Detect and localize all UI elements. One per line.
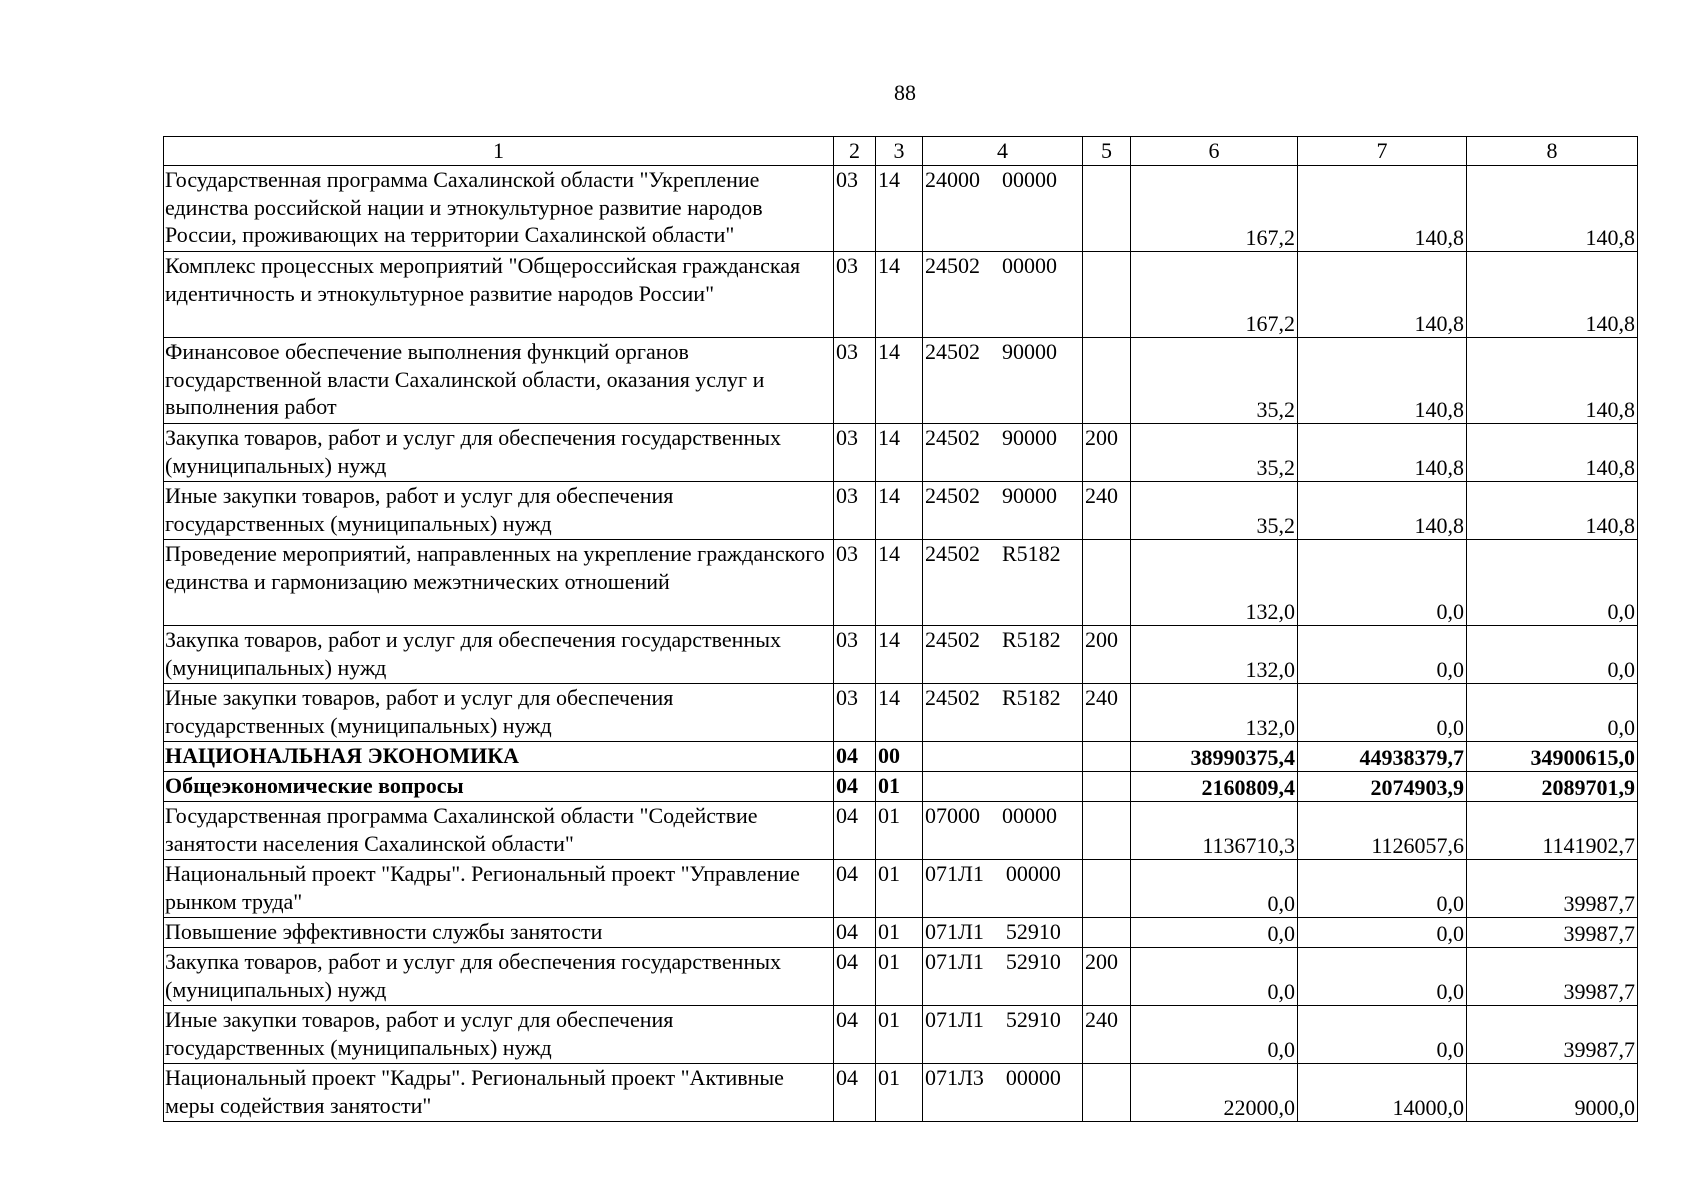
amount-2025-cell: 22000,0 [1131, 1064, 1298, 1122]
subsection-code-cell: 14 [876, 540, 923, 626]
amount-2026-cell: 0,0 [1298, 626, 1467, 684]
expense-type-cell [1083, 742, 1131, 772]
target-article-program: 24502 [925, 339, 980, 364]
column-header: 4 [923, 137, 1083, 166]
row-name-cell: Финансовое обеспечение выполнения функций органов государственной власти Сахалинской области, оказания услуг и выполнения работ [164, 338, 834, 424]
table-row [164, 918, 1638, 948]
amount-2027-cell: 39987,7 [1467, 860, 1638, 918]
expense-type-cell [1083, 540, 1131, 626]
row-name-cell: Повышение эффективности службы занятости [164, 918, 834, 948]
section-code-cell: 03 [834, 166, 876, 252]
table-row [164, 802, 1638, 860]
amount-2025-cell: 167,2 [1131, 166, 1298, 252]
amount-2027-cell: 34900615,0 [1467, 742, 1638, 772]
section-code-cell: 03 [834, 540, 876, 626]
expense-type-cell [1083, 338, 1131, 424]
column-header: 7 [1298, 137, 1467, 166]
amount-2025-cell: 132,0 [1131, 540, 1298, 626]
target-article-direction: R5182 [1002, 627, 1061, 652]
amount-2027-cell: 39987,7 [1467, 1006, 1638, 1064]
section-code-cell: 04 [834, 742, 876, 772]
page-number: 88 [894, 80, 916, 105]
subsection-code-cell: 14 [876, 684, 923, 742]
target-article-cell [923, 918, 1083, 948]
target-article-cell [923, 338, 1083, 424]
column-header: 8 [1467, 137, 1638, 166]
section-code-cell: 04 [834, 802, 876, 860]
amount-2027-cell: 0,0 [1467, 626, 1638, 684]
target-article-cell [923, 626, 1083, 684]
row-name-cell: Закупка товаров, работ и услуг для обеспечения государственных (муниципальных) нужд [164, 424, 834, 482]
amount-2027-cell: 39987,7 [1467, 918, 1638, 948]
amount-2026-cell: 14000,0 [1298, 1064, 1467, 1122]
section-code-cell: 04 [834, 948, 876, 1006]
expense-type-cell [1083, 252, 1131, 338]
row-name-cell: Иные закупки товаров, работ и услуг для обеспечения государственных (муниципальных) нужд [164, 482, 834, 540]
subsection-code-cell: 01 [876, 948, 923, 1006]
target-article-program: 07000 [925, 803, 980, 828]
section-code-cell: 03 [834, 684, 876, 742]
amount-2025-cell: 35,2 [1131, 482, 1298, 540]
amount-2026-cell: 0,0 [1298, 540, 1467, 626]
amount-2025-cell: 167,2 [1131, 252, 1298, 338]
section-code-cell: 03 [834, 626, 876, 684]
row-name-cell: Иные закупки товаров, работ и услуг для обеспечения государственных (муниципальных) нужд [164, 1006, 834, 1064]
subsection-code-cell: 14 [876, 166, 923, 252]
table-header-row [164, 137, 1638, 166]
target-article-cell [923, 540, 1083, 626]
amount-2025-cell: 132,0 [1131, 684, 1298, 742]
target-article-direction: 90000 [1002, 483, 1057, 508]
amount-2025-cell: 35,2 [1131, 424, 1298, 482]
target-article-direction: R5182 [1002, 685, 1061, 710]
row-name-cell: НАЦИОНАЛЬНАЯ ЭКОНОМИКА [164, 742, 834, 772]
target-article-program: 071Л1 [925, 1007, 984, 1032]
amount-2026-cell: 140,8 [1298, 338, 1467, 424]
target-article-cell [923, 802, 1083, 860]
budget-table [163, 136, 1638, 1122]
target-article-direction: 90000 [1002, 339, 1057, 364]
table-row [164, 860, 1638, 918]
amount-2027-cell: 0,0 [1467, 684, 1638, 742]
row-name-cell: Государственная программа Сахалинской области "Укрепление единства российской нации и этнокультурное развитие народов России, проживающих на территории Сахалинской области" [164, 166, 834, 252]
column-header: 5 [1083, 137, 1131, 166]
amount-2026-cell: 140,8 [1298, 252, 1467, 338]
table-row [164, 252, 1638, 338]
subsection-code-cell: 14 [876, 482, 923, 540]
target-article-direction: 00000 [1002, 803, 1057, 828]
expense-type-cell: 200 [1083, 424, 1131, 482]
target-article-cell [923, 1064, 1083, 1122]
amount-2026-cell: 2074903,9 [1298, 772, 1467, 802]
row-name-cell: Закупка товаров, работ и услуг для обеспечения государственных (муниципальных) нужд [164, 948, 834, 1006]
section-code-cell: 04 [834, 1006, 876, 1064]
section-code-cell: 04 [834, 860, 876, 918]
amount-2026-cell: 0,0 [1298, 684, 1467, 742]
amount-2025-cell: 1136710,3 [1131, 802, 1298, 860]
target-article-direction: 00000 [1002, 253, 1057, 278]
amount-2026-cell: 0,0 [1298, 948, 1467, 1006]
amount-2027-cell: 140,8 [1467, 338, 1638, 424]
amount-2027-cell: 9000,0 [1467, 1064, 1638, 1122]
column-header: 2 [834, 137, 876, 166]
expense-type-cell [1083, 802, 1131, 860]
subsection-code-cell: 01 [876, 802, 923, 860]
amount-2027-cell: 0,0 [1467, 540, 1638, 626]
target-article-cell [923, 1006, 1083, 1064]
subsection-code-cell: 14 [876, 252, 923, 338]
row-name-cell: Национальный проект "Кадры". Региональный проект "Управление рынком труда" [164, 860, 834, 918]
amount-2025-cell: 0,0 [1131, 860, 1298, 918]
amount-2027-cell: 39987,7 [1467, 948, 1638, 1006]
table-row [164, 540, 1638, 626]
target-article-cell [923, 684, 1083, 742]
expense-type-cell [1083, 166, 1131, 252]
target-article-cell [923, 166, 1083, 252]
target-article-cell [923, 482, 1083, 540]
table-row [164, 338, 1638, 424]
target-article-direction: 00000 [1005, 1065, 1061, 1090]
section-code-cell: 03 [834, 252, 876, 338]
amount-2027-cell: 2089701,9 [1467, 772, 1638, 802]
row-name-cell: Национальный проект "Кадры". Региональный проект "Активные меры содействия занятости" [164, 1064, 834, 1122]
target-article-direction: 90000 [1002, 425, 1057, 450]
subsection-code-cell: 01 [876, 860, 923, 918]
target-article-direction: 52910 [1005, 949, 1061, 974]
expense-type-cell [1083, 1064, 1131, 1122]
subsection-code-cell: 00 [876, 742, 923, 772]
amount-2027-cell: 140,8 [1467, 166, 1638, 252]
table-row [164, 626, 1638, 684]
target-article-cell [923, 948, 1083, 1006]
target-article-cell [923, 252, 1083, 338]
subsection-code-cell: 14 [876, 338, 923, 424]
amount-2026-cell: 0,0 [1298, 1006, 1467, 1064]
subsection-code-cell: 01 [876, 1064, 923, 1122]
column-header: 1 [164, 137, 834, 166]
target-article-direction: 00000 [1005, 861, 1061, 886]
amount-2026-cell: 0,0 [1298, 860, 1467, 918]
table-row [164, 1006, 1638, 1064]
row-name-cell: Общеэкономические вопросы [164, 772, 834, 802]
table-row [164, 1064, 1638, 1122]
subsection-code-cell: 14 [876, 626, 923, 684]
amount-2027-cell: 140,8 [1467, 482, 1638, 540]
table-row [164, 742, 1638, 772]
section-code-cell: 03 [834, 338, 876, 424]
target-article-program: 24502 [925, 627, 980, 652]
target-article-program: 071Л3 [925, 1065, 984, 1090]
amount-2026-cell: 44938379,7 [1298, 742, 1467, 772]
target-article-cell [923, 742, 1083, 772]
section-code-cell: 04 [834, 772, 876, 802]
amount-2026-cell: 140,8 [1298, 482, 1467, 540]
column-header: 6 [1131, 137, 1298, 166]
expense-type-cell: 240 [1083, 684, 1131, 742]
expense-type-cell [1083, 918, 1131, 948]
amount-2026-cell: 1126057,6 [1298, 802, 1467, 860]
target-article-cell [923, 772, 1083, 802]
amount-2027-cell: 140,8 [1467, 252, 1638, 338]
amount-2025-cell: 132,0 [1131, 626, 1298, 684]
table-row [164, 948, 1638, 1006]
table-row [164, 166, 1638, 252]
row-name-cell: Проведение мероприятий, направленных на укрепление гражданского единства и гармонизацию межэтнических отношений [164, 540, 834, 626]
subsection-code-cell: 01 [876, 918, 923, 948]
expense-type-cell [1083, 860, 1131, 918]
subsection-code-cell: 14 [876, 424, 923, 482]
amount-2025-cell: 0,0 [1131, 918, 1298, 948]
amount-2025-cell: 2160809,4 [1131, 772, 1298, 802]
subsection-code-cell: 01 [876, 1006, 923, 1064]
row-name-cell: Закупка товаров, работ и услуг для обеспечения государственных (муниципальных) нужд [164, 626, 834, 684]
amount-2025-cell: 0,0 [1131, 948, 1298, 1006]
target-article-program: 071Л1 [925, 919, 984, 944]
expense-type-cell: 240 [1083, 1006, 1131, 1064]
row-name-cell: Иные закупки товаров, работ и услуг для обеспечения государственных (муниципальных) нужд [164, 684, 834, 742]
expense-type-cell: 240 [1083, 482, 1131, 540]
amount-2025-cell: 38990375,4 [1131, 742, 1298, 772]
table-row [164, 424, 1638, 482]
table-row [164, 482, 1638, 540]
expense-type-cell [1083, 772, 1131, 802]
target-article-direction: 52910 [1005, 919, 1061, 944]
section-code-cell: 04 [834, 918, 876, 948]
amount-2027-cell: 1141902,7 [1467, 802, 1638, 860]
expense-type-cell: 200 [1083, 948, 1131, 1006]
target-article-direction: R5182 [1002, 541, 1061, 566]
expense-type-cell: 200 [1083, 626, 1131, 684]
target-article-program: 24502 [925, 253, 980, 278]
amount-2025-cell: 35,2 [1131, 338, 1298, 424]
target-article-program: 24502 [925, 541, 980, 566]
amount-2027-cell: 140,8 [1467, 424, 1638, 482]
target-article-cell [923, 424, 1083, 482]
amount-2026-cell: 0,0 [1298, 918, 1467, 948]
section-code-cell: 03 [834, 482, 876, 540]
subsection-code-cell: 01 [876, 772, 923, 802]
target-article-cell [923, 860, 1083, 918]
row-name-cell: Государственная программа Сахалинской области "Содействие занятости населения Сахалинской области" [164, 802, 834, 860]
target-article-program: 071Л1 [925, 949, 984, 974]
amount-2026-cell: 140,8 [1298, 166, 1467, 252]
amount-2026-cell: 140,8 [1298, 424, 1467, 482]
target-article-program: 24502 [925, 425, 980, 450]
table-row [164, 684, 1638, 742]
target-article-direction: 52910 [1005, 1007, 1061, 1032]
target-article-program: 24502 [925, 685, 980, 710]
section-code-cell: 04 [834, 1064, 876, 1122]
target-article-program: 24502 [925, 483, 980, 508]
row-name-cell: Комплекс процессных мероприятий "Общероссийская гражданская идентичность и этнокультурное развитие народов России" [164, 252, 834, 338]
target-article-direction: 00000 [1002, 167, 1057, 192]
column-header: 3 [876, 137, 923, 166]
amount-2025-cell: 0,0 [1131, 1006, 1298, 1064]
section-code-cell: 03 [834, 424, 876, 482]
target-article-program: 24000 [925, 167, 980, 192]
table-row [164, 772, 1638, 802]
target-article-program: 071Л1 [925, 861, 984, 886]
